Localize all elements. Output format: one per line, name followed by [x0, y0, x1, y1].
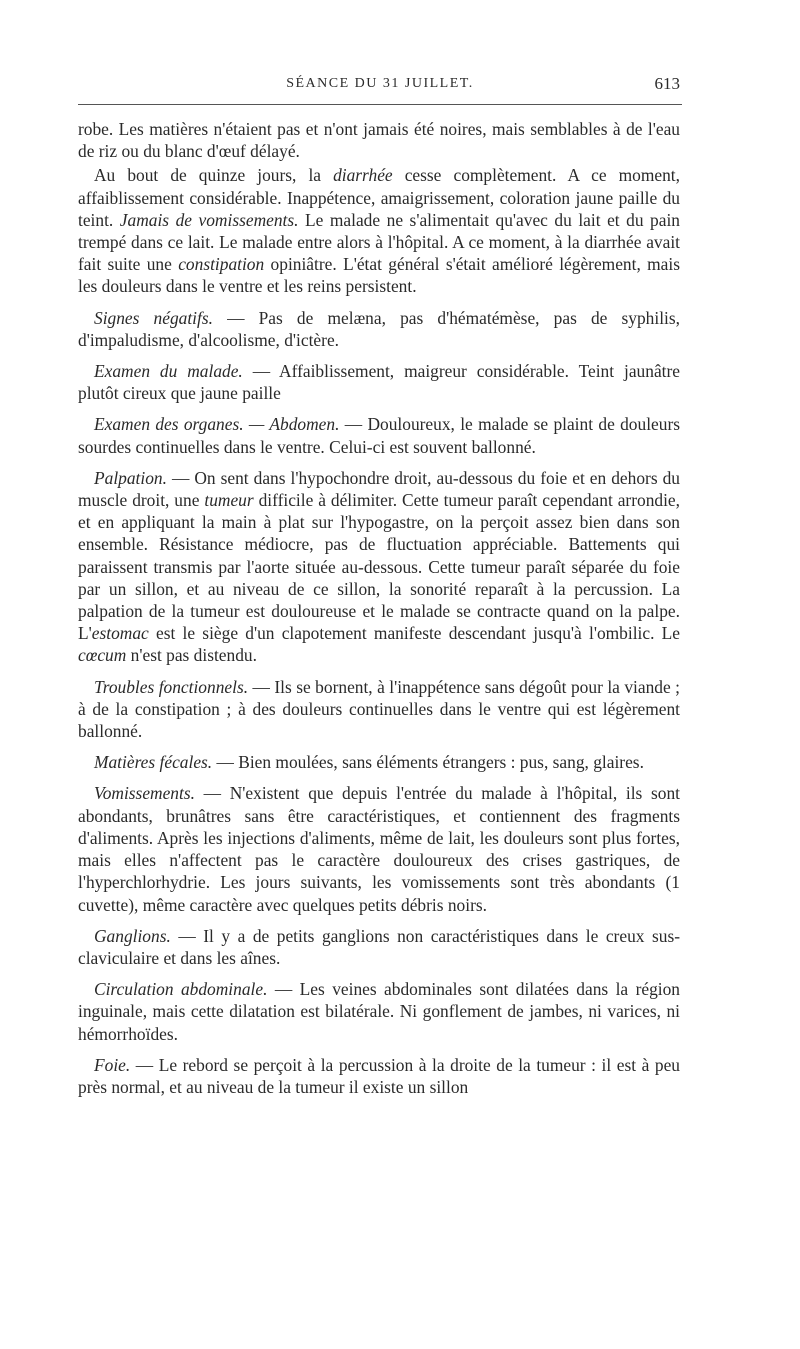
paragraph-matieres-fecales: Matières fécales. — Bien moulées, sans éléments étrangers : pus, sang, glaires. [94, 752, 644, 773]
paragraph-signes-negatifs: Signes négatifs. — Pas de melæna, pas d'hématémèse, pas de syphilis, d'impaludisme, d'alcoolisme, d'ictère. [78, 307, 680, 350]
paragraph-heading: Palpation. [94, 467, 167, 488]
header-rule [78, 104, 682, 105]
running-head: SÉANCE DU 31 JUILLET. [286, 76, 474, 91]
paragraph-troubles-fonctionnels: Troubles fonctionnels. — Ils se bornent, à l'inappétence sans dégoût pour la viande ; à de la constipation ; à des douleurs continuelles dans le ventre qui est légèrement ballonné. [78, 676, 680, 742]
paragraph-heading: Troubles fonctionnels. [94, 676, 249, 697]
page-number: 613 [654, 74, 680, 93]
paragraph-heading: Signes négatifs. [94, 307, 213, 328]
paragraph-palpation: Palpation. — On sent dans l'hypochondre droit, au-dessous du foie et en dehors du muscle droit, une tumeur difficile à délimiter. Cette tumeur paraît cependant arrondie, et en appliquant la main à plat sur l'hypogastre, on la perçoit assez bien dans son ensemble. Résistance médiocre, pas de fluctuation appréciable. Battements qui paraissent transmis par l'aorte située au-dessous. Cette tumeur paraît séparée du foie par un sillon, et au niveau de ce sillon, la sonorité reparaît à la percussion. La palpation de la tumeur est douloureuse et le malade se contracte quand on la palpe. L'estomac est le siège d'un clapotement manifeste descendant jusqu'à l'ombilic. Le cœcum n'est pas distendu. [78, 467, 681, 666]
page-header [78, 76, 682, 102]
paragraph-vomissements: Vomissements. — N'existent que depuis l'entrée du malade à l'hôpital, ils sont abondants, brunâtres sans être caractéristiques, et contiennent des fragments d'aliments. Après les injections d'aliments, même de lait, les douleurs sont plus fortes, mais elles n'affectent pas le caractère douloureux des crises gastriques, de l'hyperchlorhydrie. Les jours suivants, les vomissements sont très abondants (1 cuvette), même caractère avec quelques petits débris noirs. [78, 783, 680, 915]
paragraph-heading: Circulation abdominale. [94, 979, 268, 1000]
body-text [78, 118, 680, 1107]
paragraph: Au bout de quinze jours, la diarrhée cesse complètement. A ce moment, affaiblissement considérable. Inappétence, amaigrissement, coloration jaune paille du teint. Jamais de vomissements. Le malade ne s'alimentait qu'avec du lait et du pain trempé dans ce lait. Le malade entre alors à l'hôpital. A ce moment, à la diarrhée avait fait suite une constipation opiniâtre. L'état général s'était amélioré légèrement, mais les douleurs dans le ventre et les reins persistent. [78, 165, 680, 297]
paragraph-heading: Ganglions. [94, 925, 171, 946]
paragraph: robe. Les matières n'étaient pas et n'ont jamais été noires, mais semblables à de l'eau de riz ou du blanc d'œuf délayé. [78, 119, 680, 162]
paragraph-heading: Examen du malade. [94, 361, 243, 382]
paragraph-heading: Foie. [94, 1054, 131, 1075]
paragraph-examen-malade: Examen du malade. — Affaiblissement, maigreur considérable. Teint jaunâtre plutôt cireux que jaune paille [78, 361, 680, 404]
paragraph-circulation: Circulation abdominale. — Les veines abdominales sont dilatées dans la région inguinale, mais cette dilatation est bilatérale. Ni gonflement de jambes, ni varices, ni hémorrhoïdes. [78, 979, 680, 1044]
paragraph-examen-organes: Examen des organes. — Abdomen. — Douloureux, le malade se plaint de douleurs sourdes continuelles dans le ventre. Celui-ci est souvent ballonné. [78, 414, 681, 457]
paragraph-foie: Foie. — Le rebord se perçoit à la percussion à la droite de la tumeur : il est à peu près normal, et au niveau de la tumeur il existe un sillon [78, 1054, 680, 1097]
paragraph-heading: Examen des organes. — Abdomen. [94, 414, 340, 435]
paragraph-heading: Vomissements. [94, 783, 195, 804]
paragraph-ganglions: Ganglions. — Il y a de petits ganglions non caractéristiques dans le creux sus-claviculaire et dans les aînes. [78, 925, 680, 968]
paragraph-heading: Matières fécales. [94, 752, 213, 773]
